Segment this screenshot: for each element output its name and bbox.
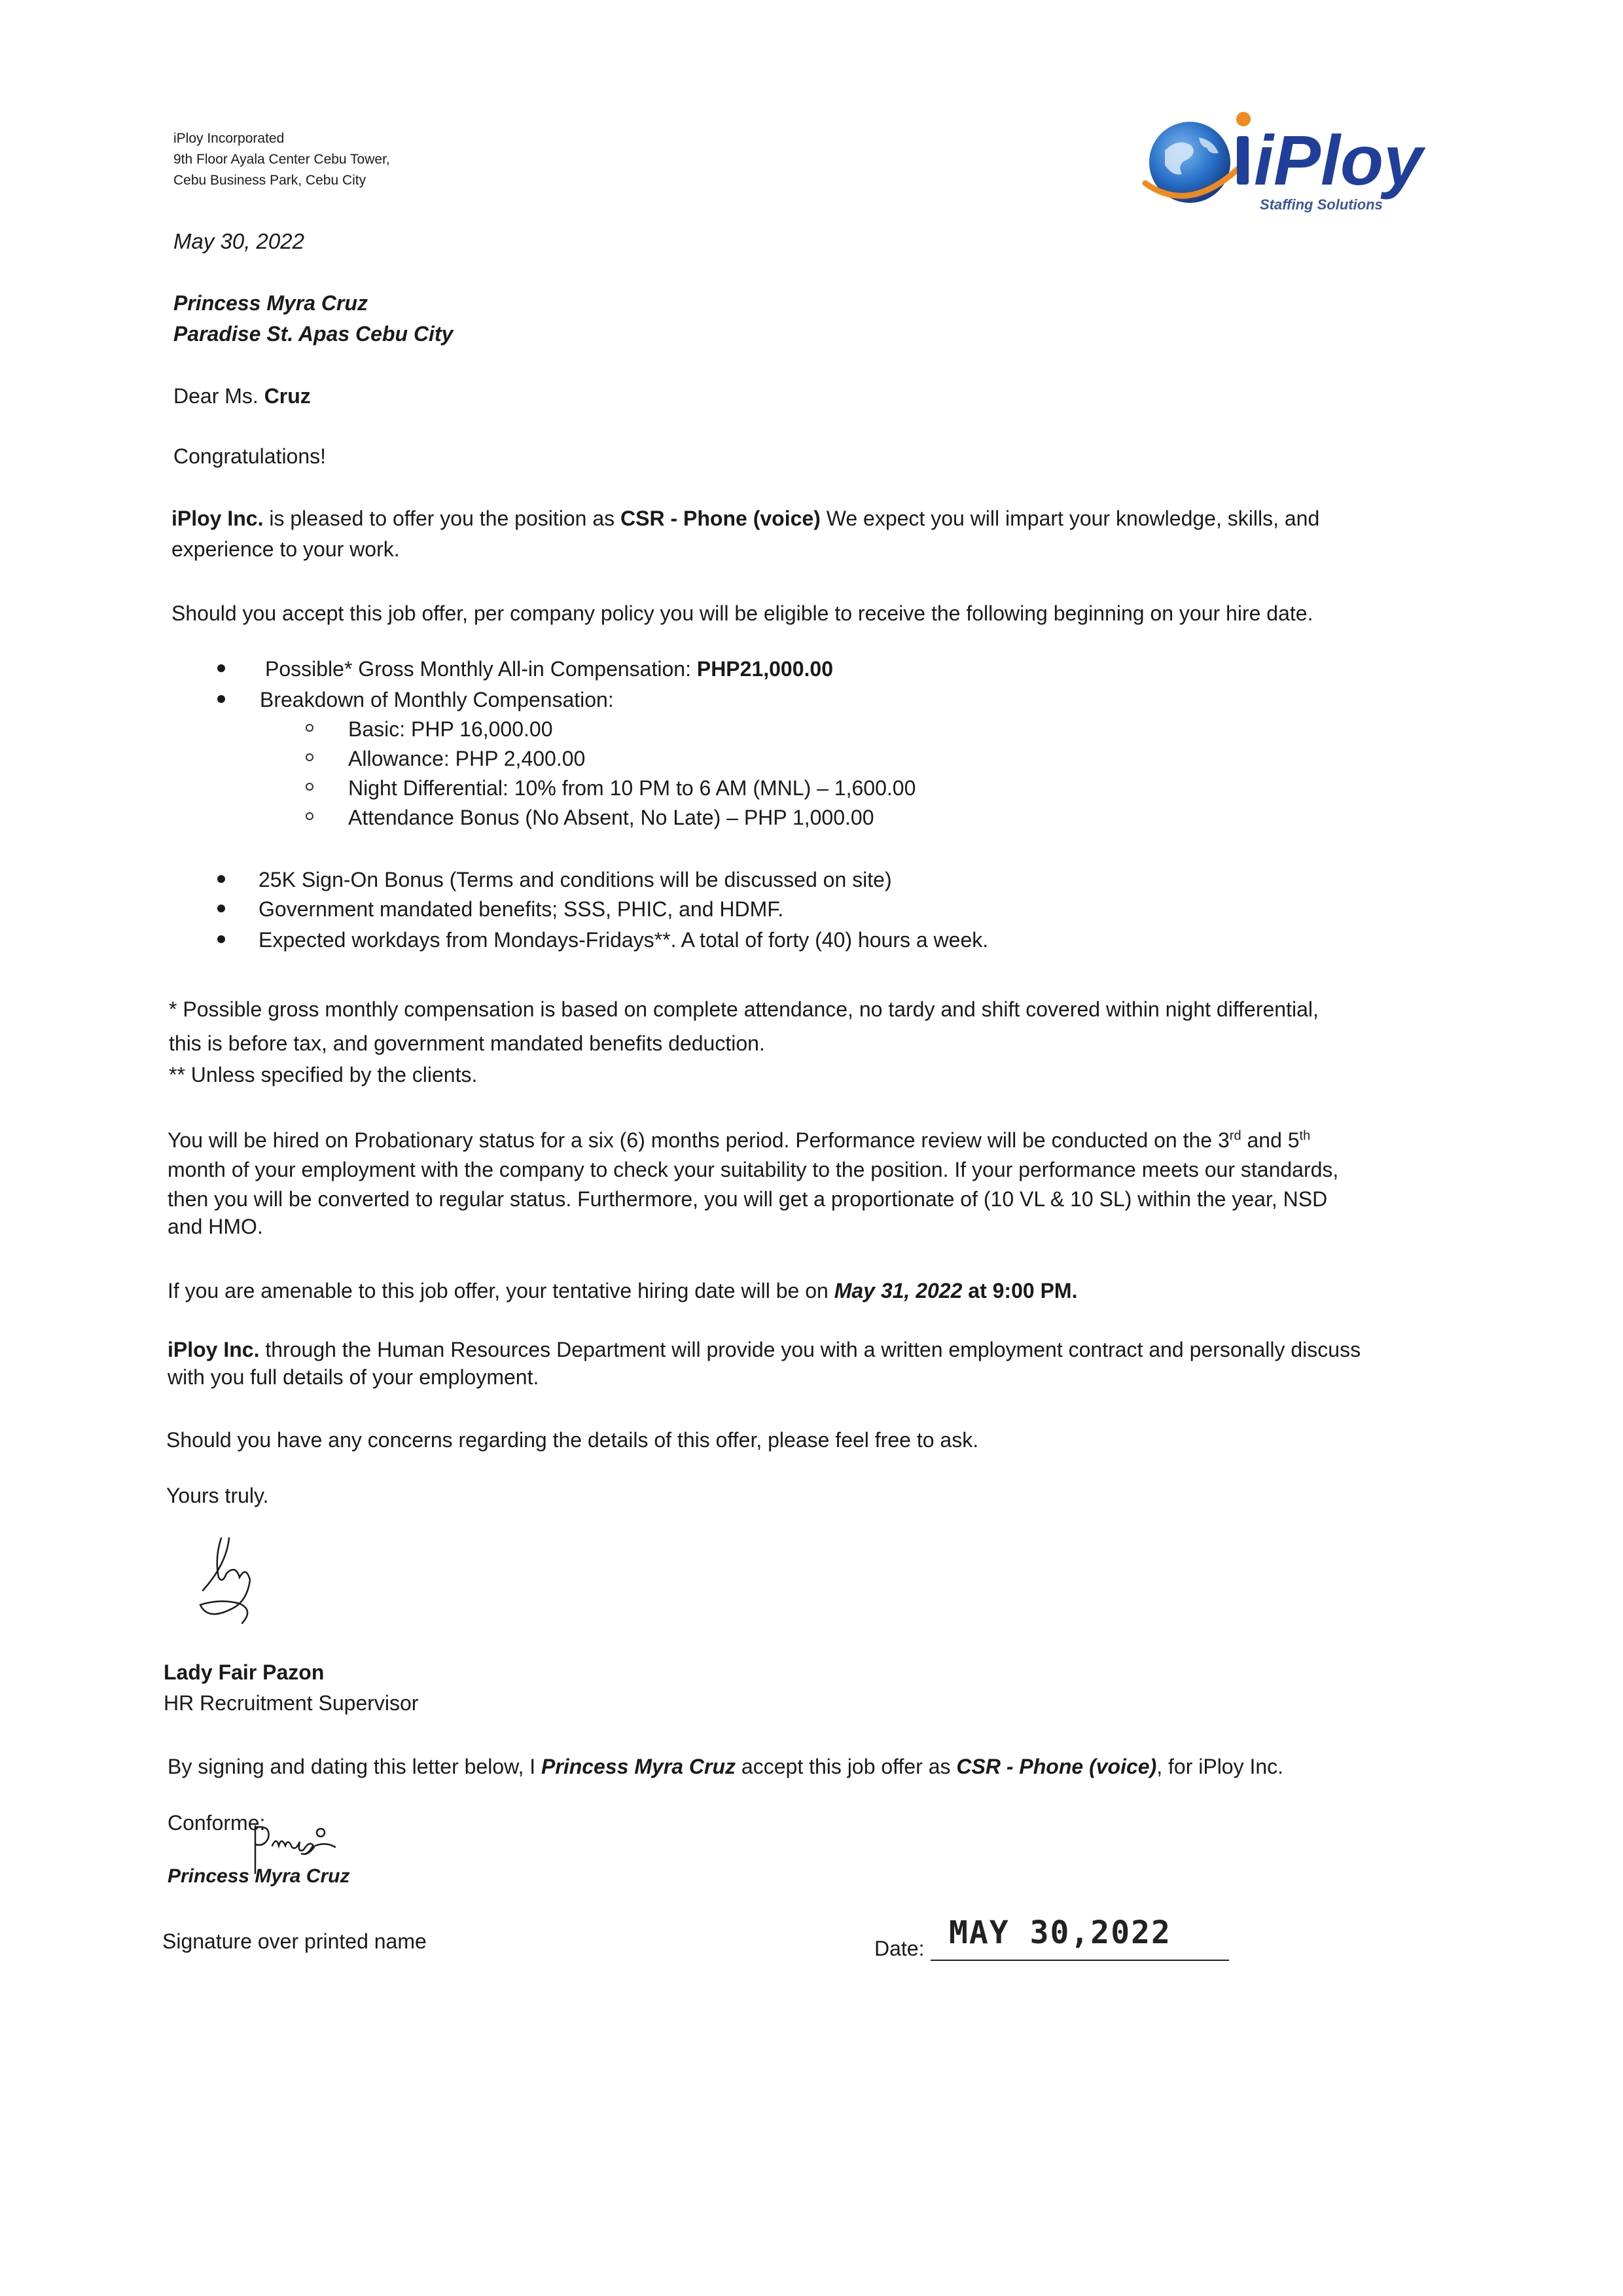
- bullet-dot: [217, 875, 225, 883]
- footnote-1: * Possible gross monthly compensation is based on complete attendance, no tardy and shift covered within night differential,: [169, 997, 1319, 1021]
- bullet-dot: [217, 695, 225, 703]
- sub-bullet: [306, 812, 313, 820]
- bullet-dot: [217, 905, 225, 912]
- breakdown-item: Basic: PHP 16,000.00: [348, 717, 553, 741]
- breakdown-item: Allowance: PHP 2,400.00: [348, 747, 586, 770]
- logo-wordmark: iPloy: [1254, 120, 1423, 200]
- closing: Yours truly.: [166, 1484, 269, 1507]
- date-label: Date:: [874, 1937, 925, 1960]
- gross-compensation: Possible* Gross Monthly All-in Compensation: PHP21,000.00: [265, 657, 833, 681]
- salutation: Dear Ms. Cruz: [173, 384, 311, 408]
- bullet-dot: [217, 664, 225, 672]
- logo-tagline: Staffing Solutions: [1260, 196, 1383, 213]
- benefit-item: 25K Sign-On Bonus (Terms and conditions will be discussed on site): [259, 868, 892, 891]
- benefit-item: Expected workdays from Mondays-Fridays**. A total of forty (40) hours a week.: [259, 928, 989, 952]
- company-address-line: 9th Floor Ayala Center Cebu Tower,: [173, 152, 390, 167]
- sub-bullet: [306, 724, 313, 732]
- recipient-name: Princess Myra Cruz: [173, 291, 368, 315]
- sub-bullet: [306, 783, 313, 791]
- breakdown-item: Night Differential: 10% from 10 PM to 6 AM (MNL) – 1,600.00: [348, 776, 916, 800]
- footnote-1-cont: this is before tax, and government mandated benefits deduction.: [169, 1031, 765, 1055]
- eligibility-text: Should you accept this job offer, per company policy you will be eligible to receive the following beginning on your hire date.: [171, 601, 1313, 625]
- handwritten-date: MAY 30,2022: [949, 1914, 1171, 1951]
- probation-line: month of your employment with the company to check your suitability to the position. If your performance meets our standards,: [168, 1158, 1339, 1181]
- company-name: iPloy Incorporated: [173, 131, 285, 146]
- breakdown-label: Breakdown of Monthly Compensation:: [260, 688, 614, 711]
- congratulations: Congratulations!: [173, 444, 327, 468]
- hr-signature: [183, 1525, 301, 1643]
- signatory-title: HR Recruitment Supervisor: [164, 1691, 419, 1715]
- offer-paragraph: iPloy Inc. is pleased to offer you the position as CSR - Phone (voice) We expect you will impart your knowledge, skills, and: [171, 507, 1320, 530]
- probation-line: and HMO.: [168, 1215, 263, 1238]
- hr-paragraph-line2: with you full details of your employment.: [168, 1365, 539, 1389]
- benefit-item: Government mandated benefits; SSS, PHIC, and HDMF.: [259, 897, 784, 921]
- recipient-address: Paradise St. Apas Cebu City: [173, 322, 454, 346]
- offer-paragraph-line2: experience to your work.: [171, 537, 400, 561]
- conforme-name: Princess Myra Cruz: [168, 1865, 350, 1887]
- hr-paragraph: iPloy Inc. through the Human Resources Department will provide you with a written employment contract and personally discuss: [168, 1338, 1361, 1361]
- signature-caption: Signature over printed name: [162, 1929, 427, 1953]
- probation-paragraph: You will be hired on Probationary status for a six (6) months period. Performance review will be conducted on the 3rd and 5th: [168, 1128, 1311, 1152]
- hiring-date-text: If you are amenable to this job offer, your tentative hiring date will be on May 31, 2022 at 9:00 PM.: [168, 1279, 1078, 1302]
- signatory-name: Lady Fair Pazon: [164, 1660, 325, 1684]
- sub-bullet: [306, 753, 313, 761]
- probation-line: then you will be converted to regular status. Furthermore, you will get a proportionate of (10 VL & 10 SL) within the year, NSD: [168, 1187, 1328, 1211]
- concerns-text: Should you have any concerns regarding the details of this offer, please feel free to ask.: [166, 1428, 979, 1452]
- date-underline: [931, 1960, 1229, 1961]
- breakdown-item: Attendance Bonus (No Absent, No Late) – PHP 1,000.00: [348, 806, 874, 829]
- footnote-2: ** Unless specified by the clients.: [169, 1063, 478, 1086]
- bullet-dot: [217, 935, 225, 943]
- letter-date: May 30, 2022: [173, 229, 304, 253]
- conforme-label: Conforme:: [168, 1811, 266, 1835]
- company-address-city: Cebu Business Park, Cebu City: [173, 173, 366, 188]
- acceptance-statement: By signing and dating this letter below, I Princess Myra Cruz accept this job offer as CSR - Phone (voice), for iPloy Inc.: [168, 1755, 1284, 1778]
